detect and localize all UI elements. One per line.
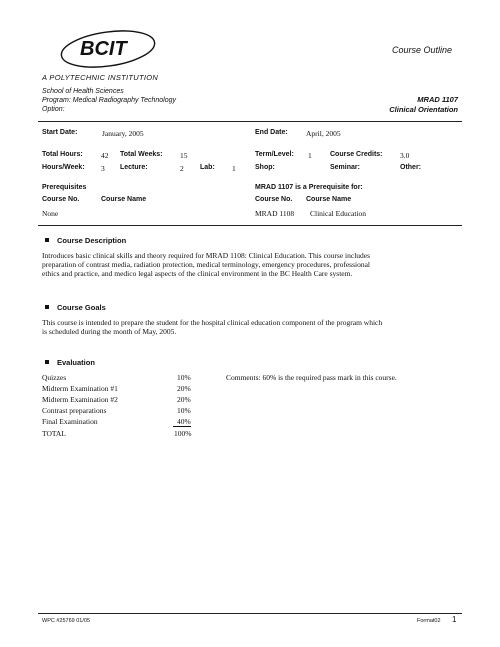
evaluation-title: Evaluation	[57, 358, 95, 367]
end-date-value: April, 2005	[306, 129, 341, 138]
footer-document-id: WPC #25769 01/05	[42, 618, 91, 624]
description-line: Introduces basic clinical skills and theory required for MRAD 1108: Clinical Education. This course includes	[42, 251, 371, 260]
evaluation-total-label: TOTAL	[42, 429, 66, 438]
lecture-label: Lecture:	[120, 164, 148, 171]
prereq-for-course-name: Clinical Education	[310, 209, 367, 218]
seminar-label: Seminar:	[330, 164, 360, 171]
bullet-square-icon	[45, 238, 49, 242]
prerequisites-heading: Prerequisites	[42, 184, 87, 191]
lab-label: Lab:	[200, 164, 215, 171]
prereq-course-no-label: Course No.	[42, 196, 80, 203]
tagline: A POLYTECHNIC INSTITUTION	[42, 73, 159, 82]
course-goals-heading	[45, 303, 106, 312]
hours-week-value: 3	[101, 164, 105, 173]
evaluation-item-name: Quizzes	[42, 373, 67, 382]
evaluation-item-name: Final Examination	[42, 417, 98, 426]
header-rule	[38, 121, 462, 122]
goals-line: This course is intended to prepare the student for the hospital clinical education component of the program which	[42, 318, 383, 327]
evaluation-item-name: Contrast preparations	[42, 406, 107, 415]
course-goals-text	[42, 318, 472, 336]
footer-format: Format02	[417, 618, 441, 624]
other-label: Other:	[400, 164, 421, 171]
total-hours-value: 42	[101, 151, 109, 160]
bcit-logo	[58, 28, 158, 70]
credits-label: Course Credits:	[330, 151, 383, 158]
evaluation-item-pct: 10%	[177, 373, 191, 382]
total-hours-label: Total Hours:	[42, 151, 83, 158]
document-type: Course Outline	[392, 45, 453, 55]
course-code: MRAD 1107	[417, 95, 458, 104]
course-heading	[389, 95, 458, 115]
prereq-for-course-no-label: Course No.	[255, 196, 293, 203]
course-description-heading	[45, 236, 126, 245]
course-description-text	[42, 251, 472, 278]
end-date-label: End Date:	[255, 129, 288, 136]
shop-label: Shop:	[255, 164, 275, 171]
hours-week-label: Hours/Week:	[42, 164, 85, 171]
term-value: 1	[308, 151, 312, 160]
evaluation-item-name: Midterm Examination #1	[42, 384, 118, 393]
credits-value: 3.0	[400, 151, 410, 160]
prereq-for-heading: MRAD 1107 is a Prerequisite for:	[255, 184, 363, 191]
program-name: Program: Medical Radiography Technology	[42, 97, 176, 104]
evaluation-item-pct: 40%	[173, 417, 191, 427]
evaluation-heading	[45, 358, 95, 367]
lab-value: 1	[232, 164, 236, 173]
prereq-for-course-name-label: Course Name	[306, 196, 352, 203]
evaluation-total-pct: 100%	[174, 429, 192, 438]
page-number: 1	[452, 615, 457, 624]
total-weeks-value: 15	[180, 151, 188, 160]
bullet-square-icon	[45, 305, 49, 309]
prereq-value: None	[42, 209, 59, 218]
prereq-for-course-no: MRAD 1108	[255, 209, 295, 218]
goals-line: is scheduled during the month of May, 2005.	[42, 327, 177, 336]
course-title: Clinical Orientation	[389, 105, 458, 114]
school-name: School of Health Sciences	[42, 88, 124, 95]
evaluation-comments: Comments: 60% is the required pass mark in this course.	[226, 373, 397, 382]
description-line: ethics and practice, and medico legal aspects of the clinical environment in the BC Health Care system.	[42, 269, 353, 278]
details-rule	[38, 225, 462, 226]
evaluation-item-pct: 10%	[177, 406, 191, 415]
prereq-course-name-label: Course Name	[101, 196, 147, 203]
start-date-label: Start Date:	[42, 129, 78, 136]
course-goals-title: Course Goals	[57, 303, 106, 312]
school-info	[42, 87, 176, 114]
lecture-value: 2	[180, 164, 184, 173]
total-weeks-label: Total Weeks:	[120, 151, 163, 158]
footer-rule	[38, 613, 462, 614]
evaluation-item-pct: 20%	[177, 395, 191, 404]
logo-text: BCIT	[80, 38, 127, 60]
term-label: Term/Level:	[255, 151, 294, 158]
evaluation-item-name: Midterm Examination #2	[42, 395, 118, 404]
option-label: Option:	[42, 106, 65, 113]
evaluation-item-pct: 20%	[177, 384, 191, 393]
course-description-title: Course Description	[57, 236, 127, 245]
bullet-square-icon	[45, 360, 49, 364]
description-line: preparation of contrast media, radiation protection, medical terminology, emergency procedures, professional	[42, 260, 371, 269]
start-date-value: January, 2005	[102, 129, 144, 138]
